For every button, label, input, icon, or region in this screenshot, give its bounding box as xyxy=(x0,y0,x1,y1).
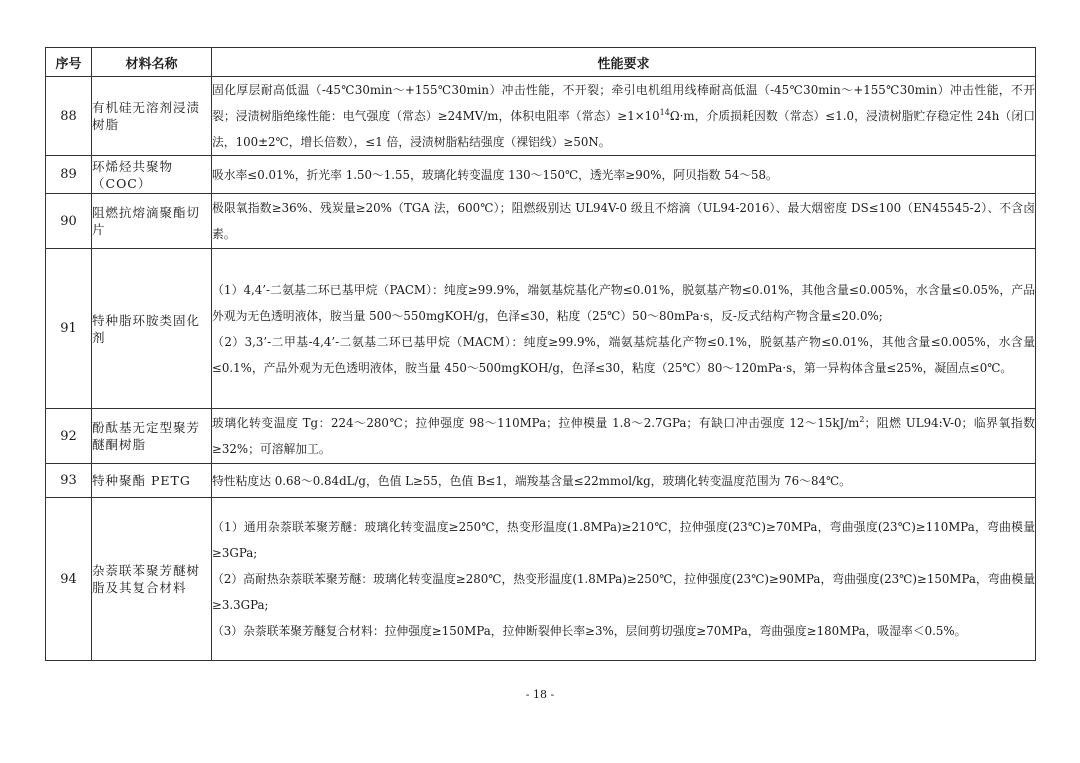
table-row xyxy=(46,409,1036,464)
table-row xyxy=(46,194,1036,249)
material-name: 杂萘联苯聚芳醚树脂及其复合材料 xyxy=(92,498,212,661)
row-number: 94 xyxy=(46,498,92,661)
row-number: 93 xyxy=(46,464,92,498)
table-row xyxy=(46,156,1036,194)
row-number: 88 xyxy=(46,77,92,156)
row-number: 90 xyxy=(46,194,92,249)
requirement-text xyxy=(212,498,1036,661)
spec-table xyxy=(45,47,1036,661)
requirement-item: （1）4,4’-二氨基二环已基甲烷（PACM）：纯度≥99.9%，端氨基烷基化产物≤0.01%，脱氨基产物≤0.01%，其他含量≤0.005%，水含量≤0.05%，产品外观为无色透明液体，胺当量 500～550mgKOH/g，色泽≤30，粘度（25℃）50～80mPa·s，反-反式结构产物含量≤20.0%; xyxy=(212,282,1035,323)
row-number: 91 xyxy=(46,249,92,409)
material-name: 环烯烃共聚物（COC） xyxy=(92,156,212,194)
table-row xyxy=(46,249,1036,409)
superscript: 2 xyxy=(859,415,865,425)
requirement-item: （3）杂萘联苯聚芳醚复合材料：拉伸强度≥150MPa，拉伸断裂伸长率≥3%，层间剪切强度≥70MPa，弯曲强度≥180MPa，吸湿率＜0.5%。 xyxy=(212,624,967,638)
row-number: 92 xyxy=(46,409,92,464)
table-header-row xyxy=(46,48,1036,77)
material-name: 有机硅无溶剂浸渍树脂 xyxy=(92,77,212,156)
requirement-item: （2）3,3’-二甲基-4,4’-二氨基二环已基甲烷（MACM）：纯度≥99.9%，端氨基烷基化产物≤0.1%，脱氨基产物≤0.01%，其他含量≤0.005%，水含量≤0.1%，产品外观为无色透明液体，胺当量 450～500mgKOH/g，色泽≤30，粘度（25℃）80～120mPa·s，第一异构体含量≤25%，凝固点≤0℃。 xyxy=(212,334,1035,375)
superscript: 14 xyxy=(659,108,670,118)
material-name: 阻燃抗熔滴聚酯切片 xyxy=(92,194,212,249)
requirement-text: 极限氧指数≥36%、残炭量≥20%（TGA 法，600℃）；阻燃级别达 UL94V-0 级且不熔滴（UL94-2016）、最大烟密度 DS≤100（EN45545-2）、不含卤素。 xyxy=(212,194,1036,249)
requirement-text xyxy=(212,249,1036,409)
table-row xyxy=(46,77,1036,156)
table-row xyxy=(46,498,1036,661)
requirement-item: （1）通用杂萘联苯聚芳醚：玻璃化转变温度≥250℃，热变形温度(1.8MPa)≥210℃，拉伸强度(23℃)≥70MPa，弯曲强度(23℃)≥110MPa，弯曲模量≥3GPa; xyxy=(212,520,1035,560)
requirement-text: 玻璃化转变温度 Tg：224～280℃；拉伸强度 98～110MPa；拉伸模量 1.8～2.7GPa；有缺口冲击强度 $12\sim 15kJ/m^2$；阻燃 UL94:V-0；临界氧指数≥32%；可溶解加工。 xyxy=(212,409,1036,464)
table-row xyxy=(46,464,1036,498)
requirement-text: 吸水率≤0.01%，折光率 1.50～1.55，玻璃化转变温度 130～150℃，透光率≥90%，阿贝指数 54～58。 xyxy=(212,156,1036,194)
material-name: 特种聚酯 PETG xyxy=(92,464,212,498)
requirement-text: 特性粘度达 0.68～0.84dL/g，色值 L≥55，色值 B≤1，端羧基含量≤22mmol/kg，玻璃化转变温度范围为 76～84℃。 xyxy=(212,464,1036,498)
page-number: - 18 - xyxy=(525,688,555,701)
material-name: 特种脂环胺类固化剂 xyxy=(92,249,212,409)
requirement-item: （2）高耐热杂萘联苯聚芳醚：玻璃化转变温度≥280℃，热变形温度(1.8MPa)≥250℃，拉伸强度(23℃)≥90MPa，弯曲强度(23℃)≥150MPa，弯曲模量≥3.3GPa; xyxy=(212,572,1035,612)
header-req: 性能要求 xyxy=(212,48,1036,77)
material-name: 酚酞基无定型聚芳醚酮树脂 xyxy=(92,409,212,464)
row-number: 89 xyxy=(46,156,92,194)
requirement-text: 固化厚层耐高低温（-45℃30min～+155℃30min）冲击性能，不开裂；牵引电机组用线棒耐高低温（-45℃30min～+155℃30min）冲击性能，不开裂；浸渍树脂绝缘性能：电气强度（常态）≥24MV/m，体积电阻率（常态）$\ge 1\times 10^{14}\Omega\cdot m$，介质损耗因数（常态）≤1.0，浸渍树脂贮存稳定性 24h（闭口法，100±2℃，增长倍数），≤1 倍，浸渍树脂粘结强度（裸铝线）≥50N。 xyxy=(212,77,1036,156)
header-name: 材料名称 xyxy=(92,48,212,77)
header-no: 序号 xyxy=(46,48,92,77)
